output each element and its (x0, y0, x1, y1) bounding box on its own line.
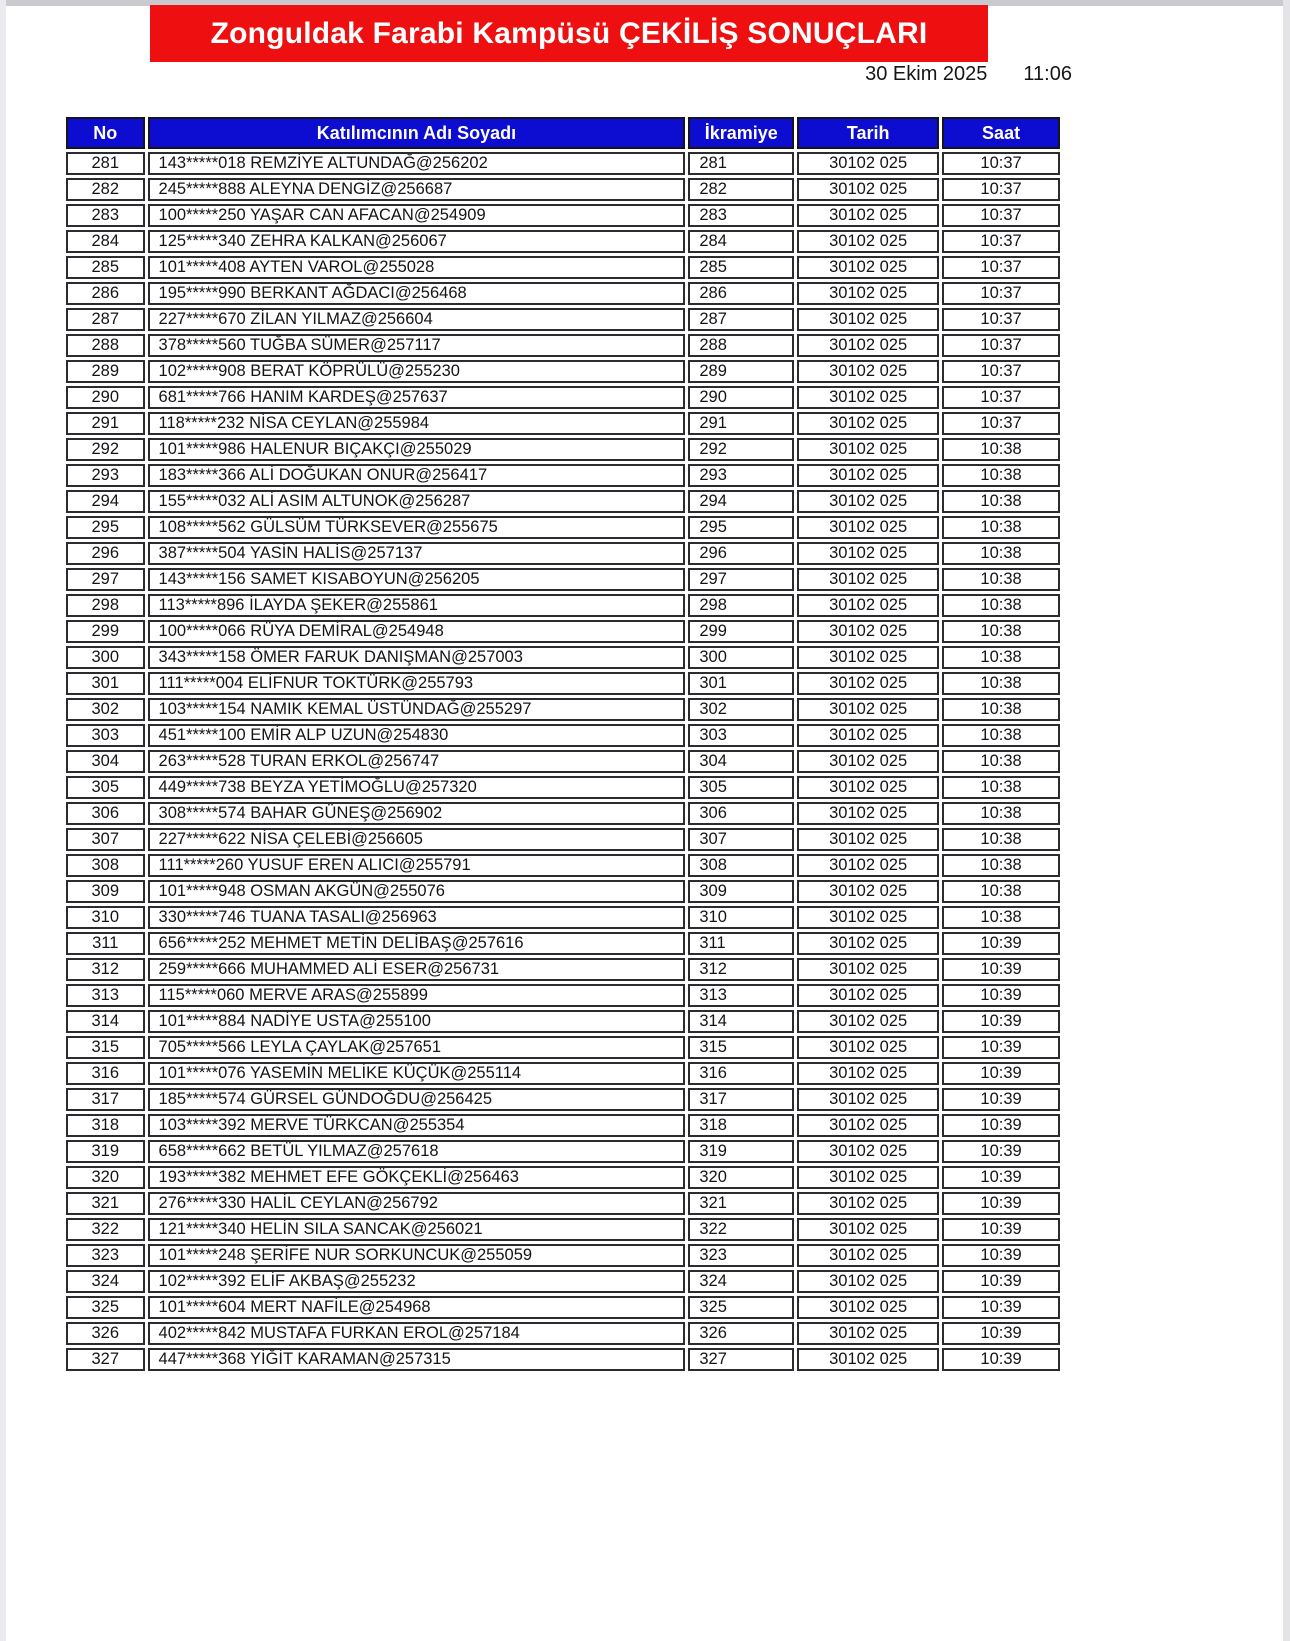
cell-no: 310 (66, 906, 145, 929)
table-row (66, 1270, 1060, 1293)
cell-time: 10:37 (942, 152, 1060, 175)
cell-date: 30102 025 (797, 490, 939, 513)
cell-no: 299 (66, 620, 145, 643)
cell-no: 282 (66, 178, 145, 201)
cell-date: 30102 025 (797, 672, 939, 695)
cell-no: 283 (66, 204, 145, 227)
column-header-prize: İkramiye (688, 117, 794, 149)
cell-participant-name: 102*****392 ELİF AKBAŞ@255232 (148, 1270, 686, 1293)
cell-prize: 287 (688, 308, 794, 331)
cell-participant-name: 121*****340 HELİN SILA SANCAK@256021 (148, 1218, 686, 1241)
cell-participant-name: 183*****366 ALİ DOĞUKAN ONUR@256417 (148, 464, 686, 487)
table-row (66, 438, 1060, 461)
table-row (66, 724, 1060, 747)
cell-time: 10:39 (942, 1192, 1060, 1215)
results-table-body (66, 152, 1060, 1371)
cell-participant-name: 115*****060 MERVE ARAS@255899 (148, 984, 686, 1007)
table-row (66, 1296, 1060, 1319)
cell-no: 321 (66, 1192, 145, 1215)
cell-no: 286 (66, 282, 145, 305)
cell-time: 10:38 (942, 646, 1060, 669)
photo-edge-left (0, 0, 6, 1641)
cell-no: 291 (66, 412, 145, 435)
cell-participant-name: 378*****560 TUĞBA SÜMER@257117 (148, 334, 686, 357)
cell-prize: 326 (688, 1322, 794, 1345)
cell-participant-name: 100*****250 YAŞAR CAN AFACAN@254909 (148, 204, 686, 227)
cell-no: 290 (66, 386, 145, 409)
cell-date: 30102 025 (797, 178, 939, 201)
cell-date: 30102 025 (797, 152, 939, 175)
table-row (66, 152, 1060, 175)
cell-prize: 319 (688, 1140, 794, 1163)
cell-prize: 307 (688, 828, 794, 851)
cell-no: 296 (66, 542, 145, 565)
cell-date: 30102 025 (797, 256, 939, 279)
cell-participant-name: 193*****382 MEHMET EFE GÖKÇEKLİ@256463 (148, 1166, 686, 1189)
cell-time: 10:39 (942, 1010, 1060, 1033)
table-row (66, 880, 1060, 903)
cell-date: 30102 025 (797, 724, 939, 747)
cell-no: 320 (66, 1166, 145, 1189)
generated-time: 11:06 (1023, 63, 1072, 85)
cell-time: 10:37 (942, 386, 1060, 409)
cell-time: 10:38 (942, 854, 1060, 877)
table-row (66, 672, 1060, 695)
cell-date: 30102 025 (797, 958, 939, 981)
cell-participant-name: 195*****990 BERKANT AĞDACI@256468 (148, 282, 686, 305)
generated-datetime (0, 63, 1072, 86)
cell-participant-name: 227*****622 NİSA ÇELEBİ@256605 (148, 828, 686, 851)
cell-time: 10:38 (942, 724, 1060, 747)
cell-time: 10:39 (942, 932, 1060, 955)
cell-participant-name: 449*****738 BEYZA YETİMOĞLU@257320 (148, 776, 686, 799)
cell-date: 30102 025 (797, 1348, 939, 1371)
cell-prize: 304 (688, 750, 794, 773)
table-row (66, 230, 1060, 253)
cell-prize: 316 (688, 1062, 794, 1085)
cell-date: 30102 025 (797, 386, 939, 409)
cell-participant-name: 111*****260 YUSUF EREN ALICI@255791 (148, 854, 686, 877)
table-row (66, 386, 1060, 409)
cell-date: 30102 025 (797, 1166, 939, 1189)
cell-time: 10:37 (942, 204, 1060, 227)
cell-time: 10:37 (942, 178, 1060, 201)
cell-no: 319 (66, 1140, 145, 1163)
cell-prize: 301 (688, 672, 794, 695)
cell-date: 30102 025 (797, 932, 939, 955)
cell-prize: 303 (688, 724, 794, 747)
cell-prize: 294 (688, 490, 794, 513)
cell-no: 287 (66, 308, 145, 331)
cell-prize: 296 (688, 542, 794, 565)
cell-participant-name: 103*****392 MERVE TÜRKCAN@255354 (148, 1114, 686, 1137)
cell-date: 30102 025 (797, 282, 939, 305)
cell-no: 314 (66, 1010, 145, 1033)
table-row (66, 256, 1060, 279)
cell-prize: 311 (688, 932, 794, 955)
cell-prize: 327 (688, 1348, 794, 1371)
cell-prize: 322 (688, 1218, 794, 1241)
table-row (66, 906, 1060, 929)
cell-prize: 323 (688, 1244, 794, 1267)
cell-date: 30102 025 (797, 542, 939, 565)
cell-date: 30102 025 (797, 360, 939, 383)
table-row (66, 412, 1060, 435)
table-row (66, 308, 1060, 331)
cell-no: 313 (66, 984, 145, 1007)
cell-date: 30102 025 (797, 230, 939, 253)
table-row (66, 1114, 1060, 1137)
cell-participant-name: 263*****528 TURAN ERKOL@256747 (148, 750, 686, 773)
cell-no: 304 (66, 750, 145, 773)
cell-date: 30102 025 (797, 802, 939, 825)
cell-prize: 288 (688, 334, 794, 357)
cell-date: 30102 025 (797, 1062, 939, 1085)
cell-no: 316 (66, 1062, 145, 1085)
table-row (66, 464, 1060, 487)
cell-date: 30102 025 (797, 1296, 939, 1319)
cell-time: 10:38 (942, 490, 1060, 513)
cell-participant-name: 245*****888 ALEYNA DENGİZ@256687 (148, 178, 686, 201)
cell-time: 10:39 (942, 1036, 1060, 1059)
table-row (66, 1062, 1060, 1085)
cell-time: 10:39 (942, 1114, 1060, 1137)
cell-date: 30102 025 (797, 1322, 939, 1345)
table-row (66, 646, 1060, 669)
cell-date: 30102 025 (797, 1218, 939, 1241)
cell-participant-name: 101*****604 MERT NAFİLE@254968 (148, 1296, 686, 1319)
table-row (66, 750, 1060, 773)
cell-participant-name: 100*****066 RÜYA DEMİRAL@254948 (148, 620, 686, 643)
cell-participant-name: 101*****248 ŞERİFE NUR SORKUNCUK@255059 (148, 1244, 686, 1267)
cell-time: 10:39 (942, 1296, 1060, 1319)
cell-time: 10:38 (942, 776, 1060, 799)
column-header-date: Tarih (797, 117, 939, 149)
cell-date: 30102 025 (797, 854, 939, 877)
table-row (66, 542, 1060, 565)
cell-no: 301 (66, 672, 145, 695)
cell-participant-name: 101*****948 OSMAN AKGÜN@255076 (148, 880, 686, 903)
cell-date: 30102 025 (797, 464, 939, 487)
cell-date: 30102 025 (797, 828, 939, 851)
cell-no: 298 (66, 594, 145, 617)
cell-prize: 281 (688, 152, 794, 175)
cell-prize: 299 (688, 620, 794, 643)
cell-participant-name: 185*****574 GÜRSEL GÜNDOĞDU@256425 (148, 1088, 686, 1111)
cell-prize: 313 (688, 984, 794, 1007)
table-row (66, 1036, 1060, 1059)
cell-no: 295 (66, 516, 145, 539)
table-row (66, 1088, 1060, 1111)
photo-edge-right (1283, 0, 1290, 1641)
cell-prize: 292 (688, 438, 794, 461)
cell-prize: 293 (688, 464, 794, 487)
cell-no: 289 (66, 360, 145, 383)
cell-prize: 324 (688, 1270, 794, 1293)
header-row (66, 117, 1060, 149)
table-row (66, 594, 1060, 617)
cell-date: 30102 025 (797, 906, 939, 929)
cell-time: 10:38 (942, 828, 1060, 851)
cell-time: 10:38 (942, 672, 1060, 695)
cell-prize: 284 (688, 230, 794, 253)
cell-participant-name: 330*****746 TUANA TASALI@256963 (148, 906, 686, 929)
table-row (66, 698, 1060, 721)
page-title: Zonguldak Farabi Kampüsü ÇEKİLİŞ SONUÇLARI (210, 16, 928, 50)
table-row (66, 1010, 1060, 1033)
cell-time: 10:38 (942, 594, 1060, 617)
cell-participant-name: 308*****574 BAHAR GÜNEŞ@256902 (148, 802, 686, 825)
cell-no: 324 (66, 1270, 145, 1293)
cell-prize: 315 (688, 1036, 794, 1059)
cell-no: 297 (66, 568, 145, 591)
cell-time: 10:38 (942, 750, 1060, 773)
table-row (66, 1244, 1060, 1267)
cell-participant-name: 705*****566 LEYLA ÇAYLAK@257651 (148, 1036, 686, 1059)
cell-prize: 306 (688, 802, 794, 825)
cell-prize: 286 (688, 282, 794, 305)
cell-time: 10:39 (942, 1218, 1060, 1241)
cell-participant-name: 108*****562 GÜLSÜM TÜRKSEVER@255675 (148, 516, 686, 539)
table-row (66, 932, 1060, 955)
cell-no: 312 (66, 958, 145, 981)
cell-time: 10:37 (942, 230, 1060, 253)
cell-time: 10:37 (942, 256, 1060, 279)
cell-prize: 320 (688, 1166, 794, 1189)
cell-time: 10:37 (942, 412, 1060, 435)
cell-time: 10:38 (942, 880, 1060, 903)
column-header-no: No (66, 117, 145, 149)
cell-participant-name: 101*****076 YASEMİN MELİKE KÜÇÜK@255114 (148, 1062, 686, 1085)
cell-prize: 302 (688, 698, 794, 721)
cell-no: 315 (66, 1036, 145, 1059)
cell-participant-name: 259*****666 MUHAMMED ALİ ESER@256731 (148, 958, 686, 981)
cell-prize: 297 (688, 568, 794, 591)
table-row (66, 828, 1060, 851)
table-row (66, 516, 1060, 539)
cell-participant-name: 447*****368 YİĞİT KARAMAN@257315 (148, 1348, 686, 1371)
cell-participant-name: 101*****986 HALENUR BIÇAKÇI@255029 (148, 438, 686, 461)
cell-participant-name: 103*****154 NAMIK KEMAL ÜSTÜNDAĞ@255297 (148, 698, 686, 721)
cell-date: 30102 025 (797, 984, 939, 1007)
cell-time: 10:38 (942, 802, 1060, 825)
cell-no: 326 (66, 1322, 145, 1345)
cell-time: 10:39 (942, 1088, 1060, 1111)
cell-participant-name: 143*****018 REMZİYE ALTUNDAĞ@256202 (148, 152, 686, 175)
cell-time: 10:38 (942, 516, 1060, 539)
cell-date: 30102 025 (797, 1140, 939, 1163)
cell-date: 30102 025 (797, 516, 939, 539)
cell-no: 318 (66, 1114, 145, 1137)
cell-date: 30102 025 (797, 412, 939, 435)
cell-date: 30102 025 (797, 334, 939, 357)
cell-no: 293 (66, 464, 145, 487)
table-row (66, 1166, 1060, 1189)
cell-no: 294 (66, 490, 145, 513)
cell-no: 281 (66, 152, 145, 175)
cell-date: 30102 025 (797, 776, 939, 799)
table-row (66, 334, 1060, 357)
table-row (66, 854, 1060, 877)
cell-prize: 291 (688, 412, 794, 435)
cell-prize: 318 (688, 1114, 794, 1137)
cell-participant-name: 387*****504 YASİN HALİS@257137 (148, 542, 686, 565)
table-row (66, 1140, 1060, 1163)
cell-participant-name: 113*****896 İLAYDA ŞEKER@255861 (148, 594, 686, 617)
cell-participant-name: 101*****408 AYTEN VAROL@255028 (148, 256, 686, 279)
cell-no: 308 (66, 854, 145, 877)
results-table-header (66, 117, 1060, 149)
cell-time: 10:39 (942, 1166, 1060, 1189)
cell-prize: 283 (688, 204, 794, 227)
table-row (66, 490, 1060, 513)
cell-no: 300 (66, 646, 145, 669)
cell-no: 285 (66, 256, 145, 279)
cell-participant-name: 155*****032 ALİ ASIM ALTUNOK@256287 (148, 490, 686, 513)
cell-date: 30102 025 (797, 594, 939, 617)
cell-no: 302 (66, 698, 145, 721)
cell-date: 30102 025 (797, 308, 939, 331)
cell-no: 292 (66, 438, 145, 461)
column-header-name: Katılımcının Adı Soyadı (148, 117, 686, 149)
cell-date: 30102 025 (797, 1270, 939, 1293)
cell-time: 10:39 (942, 1244, 1060, 1267)
cell-prize: 308 (688, 854, 794, 877)
table-row (66, 620, 1060, 643)
cell-date: 30102 025 (797, 620, 939, 643)
cell-prize: 289 (688, 360, 794, 383)
table-row (66, 958, 1060, 981)
cell-prize: 317 (688, 1088, 794, 1111)
cell-date: 30102 025 (797, 204, 939, 227)
cell-time: 10:38 (942, 542, 1060, 565)
cell-no: 322 (66, 1218, 145, 1241)
cell-time: 10:39 (942, 1140, 1060, 1163)
table-row (66, 1192, 1060, 1215)
cell-prize: 298 (688, 594, 794, 617)
generated-date: 30 Ekim 2025 (865, 63, 988, 85)
cell-time: 10:38 (942, 698, 1060, 721)
cell-date: 30102 025 (797, 698, 939, 721)
cell-time: 10:38 (942, 464, 1060, 487)
cell-time: 10:39 (942, 984, 1060, 1007)
cell-time: 10:38 (942, 568, 1060, 591)
table-row (66, 984, 1060, 1007)
cell-date: 30102 025 (797, 1244, 939, 1267)
cell-no: 288 (66, 334, 145, 357)
cell-time: 10:38 (942, 906, 1060, 929)
cell-participant-name: 125*****340 ZEHRA KALKAN@256067 (148, 230, 686, 253)
cell-participant-name: 658*****662 BETÜL YILMAZ@257618 (148, 1140, 686, 1163)
column-header-time: Saat (942, 117, 1060, 149)
cell-time: 10:38 (942, 620, 1060, 643)
cell-participant-name: 343*****158 ÖMER FARUK DANIŞMAN@257003 (148, 646, 686, 669)
cell-no: 317 (66, 1088, 145, 1111)
cell-no: 284 (66, 230, 145, 253)
table-row (66, 1218, 1060, 1241)
cell-no: 306 (66, 802, 145, 825)
cell-prize: 290 (688, 386, 794, 409)
cell-prize: 305 (688, 776, 794, 799)
cell-prize: 309 (688, 880, 794, 903)
cell-time: 10:39 (942, 958, 1060, 981)
cell-no: 325 (66, 1296, 145, 1319)
cell-date: 30102 025 (797, 1036, 939, 1059)
cell-prize: 321 (688, 1192, 794, 1215)
cell-time: 10:39 (942, 1322, 1060, 1345)
cell-no: 305 (66, 776, 145, 799)
title-banner (150, 5, 988, 62)
cell-no: 303 (66, 724, 145, 747)
cell-no: 323 (66, 1244, 145, 1267)
cell-prize: 285 (688, 256, 794, 279)
cell-time: 10:39 (942, 1270, 1060, 1293)
cell-participant-name: 101*****884 NADİYE USTA@255100 (148, 1010, 686, 1033)
cell-date: 30102 025 (797, 880, 939, 903)
cell-time: 10:37 (942, 334, 1060, 357)
cell-prize: 325 (688, 1296, 794, 1319)
cell-prize: 312 (688, 958, 794, 981)
table-row (66, 776, 1060, 799)
cell-participant-name: 276*****330 HALİL CEYLAN@256792 (148, 1192, 686, 1215)
cell-date: 30102 025 (797, 438, 939, 461)
table-row (66, 360, 1060, 383)
cell-date: 30102 025 (797, 1192, 939, 1215)
cell-participant-name: 111*****004 ELİFNUR TOKTÜRK@255793 (148, 672, 686, 695)
cell-participant-name: 227*****670 ZİLAN YILMAZ@256604 (148, 308, 686, 331)
table-row (66, 178, 1060, 201)
results-table (63, 114, 1063, 1374)
cell-participant-name: 143*****156 SAMET KISABOYUN@256205 (148, 568, 686, 591)
table-row (66, 204, 1060, 227)
cell-prize: 300 (688, 646, 794, 669)
cell-no: 307 (66, 828, 145, 851)
cell-date: 30102 025 (797, 1088, 939, 1111)
cell-date: 30102 025 (797, 1114, 939, 1137)
cell-date: 30102 025 (797, 568, 939, 591)
cell-time: 10:38 (942, 438, 1060, 461)
cell-participant-name: 656*****252 MEHMET METİN DELİBAŞ@257616 (148, 932, 686, 955)
cell-no: 309 (66, 880, 145, 903)
cell-participant-name: 118*****232 NİSA CEYLAN@255984 (148, 412, 686, 435)
cell-date: 30102 025 (797, 1010, 939, 1033)
table-row (66, 568, 1060, 591)
table-row (66, 282, 1060, 305)
cell-prize: 282 (688, 178, 794, 201)
cell-time: 10:39 (942, 1062, 1060, 1085)
cell-time: 10:37 (942, 308, 1060, 331)
table-row (66, 802, 1060, 825)
cell-participant-name: 402*****842 MUSTAFA FURKAN EROL@257184 (148, 1322, 686, 1345)
cell-participant-name: 451*****100 EMİR ALP UZUN@254830 (148, 724, 686, 747)
cell-date: 30102 025 (797, 750, 939, 773)
cell-prize: 295 (688, 516, 794, 539)
cell-time: 10:37 (942, 282, 1060, 305)
cell-time: 10:39 (942, 1348, 1060, 1371)
cell-prize: 314 (688, 1010, 794, 1033)
cell-participant-name: 681*****766 HANIM KARDEŞ@257637 (148, 386, 686, 409)
cell-no: 311 (66, 932, 145, 955)
cell-time: 10:37 (942, 360, 1060, 383)
cell-date: 30102 025 (797, 646, 939, 669)
cell-prize: 310 (688, 906, 794, 929)
table-row (66, 1348, 1060, 1371)
table-row (66, 1322, 1060, 1345)
cell-participant-name: 102*****908 BERAT KÖPRÜLÜ@255230 (148, 360, 686, 383)
cell-no: 327 (66, 1348, 145, 1371)
